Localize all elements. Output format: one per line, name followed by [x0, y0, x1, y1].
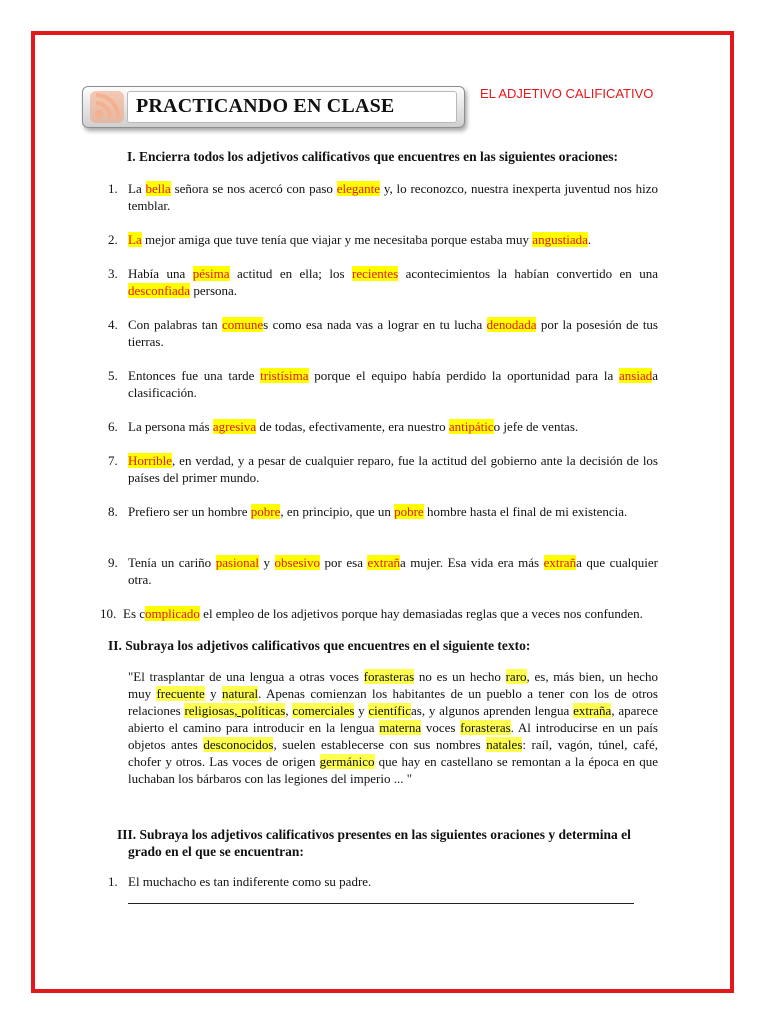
highlighted-adjective: frecuente	[156, 686, 205, 701]
item-number: 6.	[108, 419, 118, 434]
item-number: 9.	[108, 555, 118, 570]
sentence-text: por esa	[320, 555, 368, 570]
highlighted-adjective: tristísima	[260, 368, 309, 383]
highlighted-adjective: extrañ	[367, 555, 400, 570]
highlighted-adjective: ansiad	[619, 368, 653, 383]
highlighted-adjective: bella	[145, 181, 171, 196]
paragraph-text: y	[354, 703, 369, 718]
paragraph-text: . Apenas comienzan los habitantes de un pueblo a tener con los de otros relaciones	[128, 686, 658, 718]
highlighted-adjective: extraña	[573, 703, 612, 718]
highlighted-adjective: desconocidos	[203, 737, 274, 752]
sentence-text: el empleo de los adjetivos porque hay demasiadas reglas que a veces nos confunden.	[199, 606, 643, 621]
item-number: 4.	[108, 317, 118, 332]
sentence-text: Es c	[123, 606, 146, 621]
highlighted-adjective: recientes	[351, 266, 399, 281]
banner-title: PRACTICANDO EN CLASE	[136, 95, 395, 117]
item-number: 8.	[108, 504, 118, 519]
highlighted-adjective: natural	[222, 686, 259, 701]
sentence-text: o jefe de ventas.	[493, 419, 579, 434]
highlighted-adjective: forasteras	[460, 720, 511, 735]
highlighted-adjective: La	[128, 232, 142, 247]
answer-line	[128, 903, 634, 904]
item-number: 7.	[108, 453, 118, 468]
highlighted-adjective: pasional	[215, 555, 260, 570]
sentence-text: señora se nos acercó con paso	[170, 181, 337, 196]
sentence-text: por la posesión de tus tierras.	[128, 317, 658, 349]
highlighted-adjective: angustiada	[532, 232, 588, 247]
sentence-text: Con palabras tan	[128, 317, 222, 332]
sentence-text: de todas, efectivamente, era nuestro	[256, 419, 449, 434]
item-text	[128, 452, 658, 486]
sentence-text: Tenía un cariño	[128, 555, 216, 570]
highlighted-adjective: antipátic	[448, 419, 494, 434]
item-number: 3.	[108, 266, 118, 281]
sentence-text: Prefiero ser un hombre	[128, 504, 251, 519]
paragraph-text: , aparece abierto el camino para introducir en la lengua	[128, 703, 659, 735]
highlighted-adjective: comerciales	[292, 703, 355, 718]
sentence-text: a mujer. Esa vida era más	[399, 555, 544, 570]
sentence-text: Había una	[128, 266, 193, 281]
item-text: El muchacho es tan indiferente como su padre.	[128, 874, 372, 889]
item-number: 2.	[108, 232, 118, 247]
item-number: 1.	[108, 874, 118, 889]
sentence-text: , en verdad, y a pesar de cualquier reparo, fue la actitud del gobierno ante la decisión de los países del primer mundo.	[128, 453, 658, 485]
paragraph-text: . Al introducirse en un país objetos antes	[128, 720, 658, 752]
section-1-heading: I. Encierra todos los adjetivos calificativos que encuentres en las siguientes oraciones:	[127, 149, 618, 164]
sentence-text: a que cualquier otra.	[128, 555, 658, 587]
sentence-text: porque el equipo había perdido la oportunidad para la	[308, 368, 619, 383]
highlighted-adjective: Horrible	[128, 453, 173, 468]
highlighted-adjective: materna	[379, 720, 422, 735]
sentence-text: acontecimientos la habían convertido en una	[398, 266, 659, 281]
paragraph-text: y	[204, 686, 223, 701]
highlighted-adjective: agresiva	[212, 419, 257, 434]
item-text	[128, 503, 658, 520]
item-text	[128, 316, 658, 350]
sentence-text: y	[259, 555, 275, 570]
highlighted-adjective: comune	[222, 317, 264, 332]
item-text	[123, 605, 658, 622]
item-text	[128, 554, 658, 588]
sentence-text: Entonces fue una tarde	[128, 368, 261, 383]
highlighted-adjective: natales	[486, 737, 523, 752]
paragraph-text: que hay en castellano se remontan a la época en que luchaban los bárbaros con las legiones del imperio ... "	[128, 754, 658, 786]
highlighted-adjective: denodada	[486, 317, 537, 332]
sentence-text: a clasificación.	[128, 368, 658, 400]
paragraph-text: no es un hecho	[414, 669, 506, 684]
paragraph-text: voces	[421, 720, 461, 735]
paragraph-text: : raíl, vagón, túnel, café, chofer y otros. Las voces de origen	[128, 737, 658, 769]
sentence-text: s como esa nada vas a lograr en tu lucha	[263, 317, 487, 332]
item-number: 10.	[100, 606, 117, 621]
highlighted-adjective: omplicado	[145, 606, 200, 621]
highlighted-adjective: pésima	[192, 266, 230, 281]
paragraph-text: , es, más bien, un hecho muy	[128, 669, 658, 701]
rss-feed-icon	[89, 90, 125, 124]
sentence-text: , en principio, que un	[280, 504, 395, 519]
section-2-paragraph	[128, 668, 658, 787]
highlighted-adjective: pobre	[394, 504, 424, 519]
item-text	[128, 367, 658, 401]
highlighted-adjective: desconfiada	[128, 283, 191, 298]
highlighted-adjective: religiosas	[184, 703, 235, 718]
sentence-text: hombre hasta el final de mi existencia.	[423, 504, 628, 519]
sentence-text: actitud en ella; los	[229, 266, 352, 281]
highlighted-adjective: políticas	[241, 703, 286, 718]
banner-title-box	[127, 91, 457, 123]
section-3-heading-line2: grado en el que se encuentran:	[128, 844, 304, 859]
sentence-text: La persona más	[128, 419, 213, 434]
sentence-text: y, lo reconozco, nuestra inexperta juventud nos hizo temblar.	[128, 181, 658, 213]
document-topic-label: EL ADJETIVO CALIFICATIVO	[480, 86, 654, 101]
section-3-heading-line1: III. Subraya los adjetivos calificativos presentes en las siguientes oraciones y determina el	[117, 827, 631, 842]
sentence-text: persona.	[190, 283, 238, 298]
section-2-heading: II. Subraya los adjetivos calificativos que encuentres en el siguiente texto:	[108, 638, 531, 653]
highlighted-adjective: extrañ	[543, 555, 577, 570]
highlighted-adjective: raro	[505, 669, 527, 684]
highlighted-adjective: forasteras	[363, 669, 415, 684]
highlighted-adjective: ,	[234, 703, 242, 718]
sentence-text: .	[587, 232, 592, 247]
highlighted-adjective: científic	[368, 703, 411, 718]
item-text	[128, 231, 658, 248]
paragraph-text: as, y algunos aprenden lengua	[411, 703, 574, 718]
item-text	[128, 418, 658, 435]
highlighted-adjective: germánico	[319, 754, 375, 769]
header-banner	[82, 86, 465, 128]
sentence-text: La	[128, 181, 146, 196]
item-number: 1.	[108, 181, 118, 196]
item-text	[128, 265, 658, 299]
item-number: 5.	[108, 368, 118, 383]
paragraph-text: "El trasplantar de una lengua a otras voces	[128, 669, 364, 684]
sentence-text: mejor amiga que tuve tenía que viajar y me necesitaba porque estaba muy	[141, 232, 533, 247]
highlighted-adjective: obsesivo	[274, 555, 321, 570]
paragraph-text: , suelen establecerse con sus nombres	[273, 737, 487, 752]
highlighted-adjective: elegante	[336, 181, 381, 196]
item-text	[128, 180, 658, 214]
paragraph-text: ,	[285, 703, 293, 718]
highlighted-adjective: pobre	[250, 504, 281, 519]
